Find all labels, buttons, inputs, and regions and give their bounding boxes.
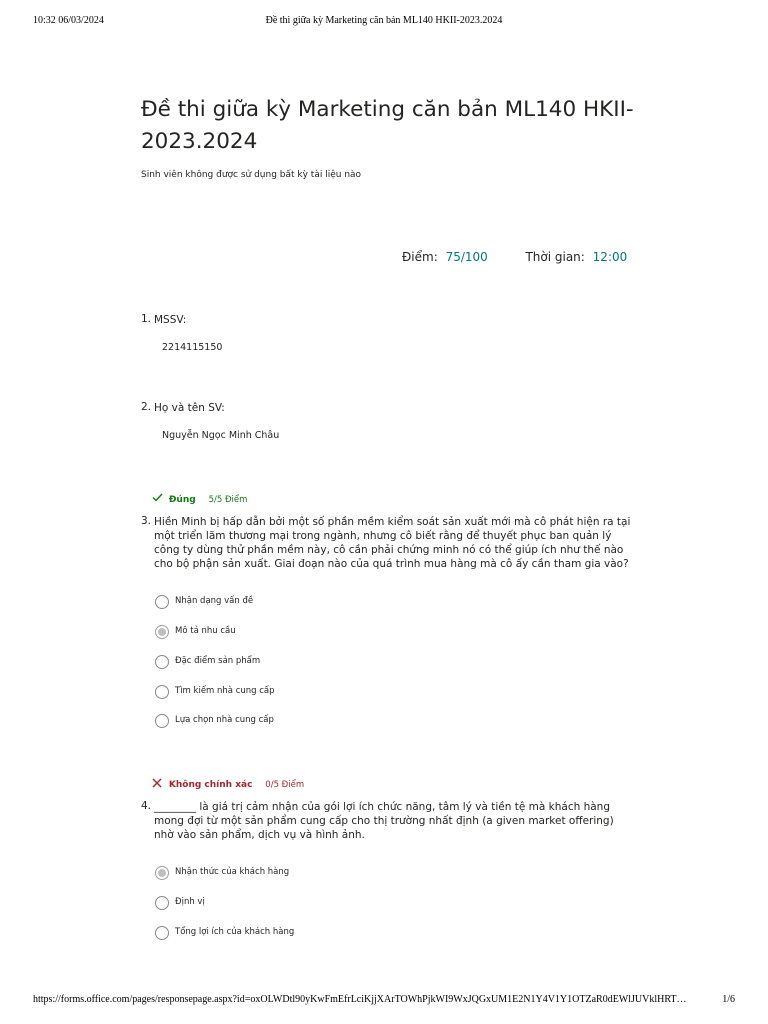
print-datetime: 10:32 06/03/2024 [33,15,104,26]
radio-button-selected[interactable] [155,625,169,639]
question-text: Họ và tên SV: [154,402,225,414]
question-number: 1. [141,313,152,325]
option-label: Lựa chọn nhà cung cấp [175,715,274,725]
score-summary [402,250,627,268]
score-label: Điểm: [402,250,438,264]
option-label: Tổng lợi ích của khách hàng [175,927,295,937]
print-footer [0,994,768,1008]
question-number: 2. [141,401,152,413]
option-label: Nhận dạng vấn đề [175,596,254,606]
question-1 [141,313,631,363]
time-value: 12:00 [592,250,628,264]
print-title: Đề thi giữa kỳ Marketing căn bản ML140 HKII-2023.2024 [265,15,503,26]
form-title: Đề thi giữa kỳ Marketing căn bản ML140 HKII-2023.2024 [141,97,634,154]
close-icon [152,778,164,791]
option-label: Nhận thức của khách hàng [175,867,290,877]
score-value: 75/100 [445,250,488,264]
question-2 [141,401,631,451]
points-text: 5/5 Điểm [208,494,248,505]
radio-button[interactable] [155,595,169,609]
status-text: Đúng [168,494,196,505]
status-badge-wrong [152,778,304,792]
option-label: Đặc điểm sản phẩm [175,656,261,666]
question-number: 4. [141,800,152,812]
radio-button[interactable] [155,714,169,728]
radio-button[interactable] [155,655,169,669]
points-text: 0/5 Điểm [265,780,305,790]
time-label: Thời gian: [525,250,585,264]
option-label: Định vị [175,897,205,907]
print-url: https://forms.office.com/pages/responsepage.aspx?id=oxOLWDtl90yKwFmEfrLciKjjXArTOWhPjkWI9WxJQGxUM1E2N1Y4V1Y1OTZaR0dEWlJUVklHRT… [33,994,687,1005]
question-number: 3. [141,515,152,527]
question-4 [141,800,631,846]
radio-button[interactable] [155,896,169,910]
question-3 [141,515,631,575]
form-description: Sinh viên không được sử dụng bất kỳ tài liệu nào [141,170,362,180]
radio-button[interactable] [155,685,169,699]
radio-button-selected[interactable] [155,866,169,880]
question-text: Hiền Minh bị hấp dẫn bởi một số phần mềm kiểm soát sản xuất mới mà cô phát hiện ra tại một triển lãm thương mại trong ngành, nhưng cô biết rằng để thuyết phục ban quản lý công ty dùng thử phần mềm này, cô cần phải chứng minh nó có thể giúp ích như thế nào cho bộ phận sản xuất. Giai đoạn nào của quá trình mua hàng mà cô ấy cần tham gia vào? [154,516,631,570]
radio-button[interactable] [155,926,169,940]
question-answer: 2214115150 [162,342,223,353]
status-text: Không chính xác [168,780,253,790]
status-badge-correct [152,493,247,507]
print-header [0,15,768,29]
option-label: Mô tả nhu cầu [175,626,236,636]
question-text: MSSV: [154,314,187,326]
question-text: ________ là giá trị cảm nhận của gói lợi ích chức năng, tâm lý và tiền tệ mà khách hàng mong đợi từ một sản phẩm cung cấp cho thị trường nhất định (a given market offering) nhờ vào sản phẩm, dịch vụ và hình ảnh. [154,801,614,841]
page-number: 1/6 [722,994,735,1005]
check-icon [152,493,164,505]
option-label: Tìm kiếm nhà cung cấp [175,686,275,696]
question-answer: Nguyễn Ngọc Minh Châu [162,430,280,441]
